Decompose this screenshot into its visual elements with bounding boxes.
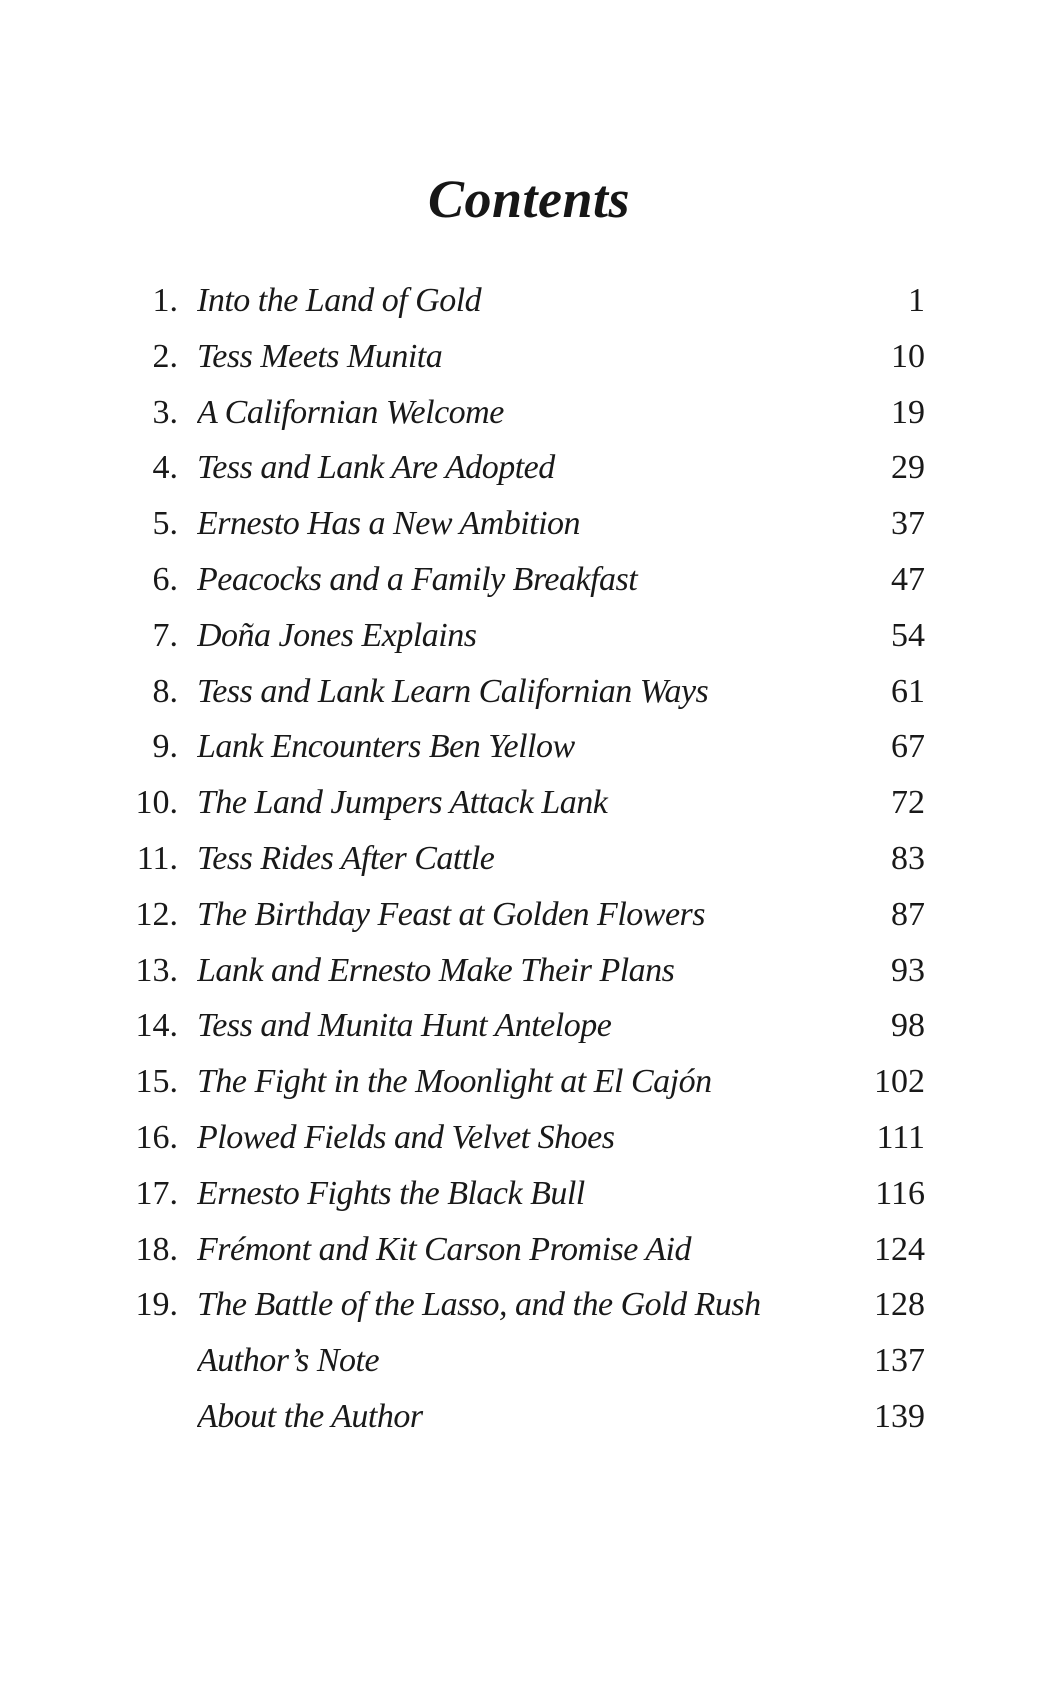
page-number: 67	[891, 728, 925, 766]
toc-row	[125, 1389, 925, 1445]
toc-row	[125, 719, 925, 775]
page-number: 1	[908, 282, 925, 319]
toc-row	[125, 440, 925, 496]
toc-row	[125, 1166, 925, 1222]
page-number: 87	[891, 895, 925, 933]
chapter-title: About the Author	[197, 1397, 423, 1435]
page-number: 124	[874, 1230, 925, 1268]
toc-row	[125, 496, 925, 552]
chapter-title: Frémont and Kit Carson Promise Aid	[197, 1230, 691, 1268]
page-number: 61	[891, 672, 925, 710]
toc-row	[125, 1277, 925, 1333]
chapter-number: 19.	[135, 1286, 178, 1324]
chapter-number: 1.	[152, 282, 178, 319]
chapter-title: Ernesto Has a New Ambition	[197, 505, 581, 543]
chapter-number: 10.	[135, 784, 178, 822]
page-number: 137	[874, 1342, 925, 1380]
chapter-number: 8.	[152, 672, 178, 710]
chapter-title: Tess Rides After Cattle	[197, 839, 495, 877]
chapter-number: 13.	[135, 951, 178, 989]
toc-row	[125, 1333, 925, 1389]
chapter-title: Tess and Lank Are Adopted	[197, 449, 555, 487]
chapter-title: Author’s Note	[197, 1342, 380, 1380]
toc-row	[125, 775, 925, 831]
toc-row	[125, 831, 925, 887]
chapter-title: The Battle of the Lasso, and the Gold Rush	[197, 1286, 761, 1324]
toc-row	[125, 608, 925, 664]
page-number: 93	[891, 951, 925, 989]
toc-row	[125, 887, 925, 943]
chapter-title: Peacocks and a Family Breakfast	[197, 560, 638, 598]
toc-row	[125, 552, 925, 608]
chapter-number: 14.	[135, 1007, 178, 1045]
chapter-title: Tess and Lank Learn Californian Ways	[197, 672, 709, 710]
chapter-title: Into the Land of Gold	[197, 282, 482, 319]
page-number: 139	[874, 1397, 925, 1435]
chapter-title: Doña Jones Explains	[197, 616, 477, 654]
chapter-number: 12.	[135, 895, 178, 933]
chapter-title: The Fight in the Moonlight at El Cajón	[197, 1063, 712, 1101]
chapter-number: 18.	[135, 1230, 178, 1268]
chapter-number: 15.	[135, 1063, 178, 1101]
page-number: 83	[891, 839, 925, 877]
chapter-title: The Birthday Feast at Golden Flowers	[197, 895, 706, 933]
chapter-number: 9.	[152, 728, 178, 766]
chapter-title: The Land Jumpers Attack Lank	[197, 784, 608, 822]
toc-row	[125, 664, 925, 720]
toc-row	[125, 943, 925, 999]
chapter-number: 3.	[152, 393, 178, 431]
page-number: 72	[891, 784, 925, 822]
chapter-number: 6.	[152, 560, 178, 598]
page-number: 128	[874, 1286, 925, 1324]
toc-row	[125, 1222, 925, 1278]
chapter-number: 4.	[152, 449, 178, 487]
chapter-title: Tess and Munita Hunt Antelope	[197, 1007, 612, 1045]
chapter-number: 5.	[152, 505, 178, 543]
page-number: 19	[891, 393, 925, 431]
toc-row	[125, 385, 925, 441]
chapter-number: 17.	[135, 1174, 178, 1212]
page-number: 116	[875, 1174, 925, 1212]
chapter-number: 11.	[136, 839, 178, 877]
chapter-title: Tess Meets Munita	[197, 337, 443, 375]
chapter-title: Plowed Fields and Velvet Shoes	[197, 1118, 615, 1156]
chapter-title: A Californian Welcome	[197, 393, 504, 431]
chapter-title: Lank and Ernesto Make Their Plans	[197, 951, 675, 989]
page-number: 37	[891, 505, 925, 543]
chapter-number: 16.	[135, 1118, 178, 1156]
toc-row	[125, 1054, 925, 1110]
page-number: 10	[891, 337, 925, 375]
page-number: 47	[891, 560, 925, 598]
chapter-title: Lank Encounters Ben Yellow	[197, 728, 575, 766]
page-number: 102	[874, 1063, 925, 1101]
page-number: 54	[891, 616, 925, 654]
toc-row	[125, 273, 925, 329]
toc-row	[125, 329, 925, 385]
chapter-title: Ernesto Fights the Black Bull	[197, 1174, 585, 1212]
toc-row	[125, 998, 925, 1054]
page-number: 98	[891, 1007, 925, 1045]
contents-title: Contents	[427, 169, 631, 229]
toc-list	[125, 273, 925, 1445]
page-number: 111	[876, 1118, 925, 1156]
chapter-number: 2.	[152, 337, 178, 375]
chapter-number: 7.	[152, 616, 178, 654]
page-number: 29	[891, 449, 925, 487]
toc-row	[125, 1110, 925, 1166]
